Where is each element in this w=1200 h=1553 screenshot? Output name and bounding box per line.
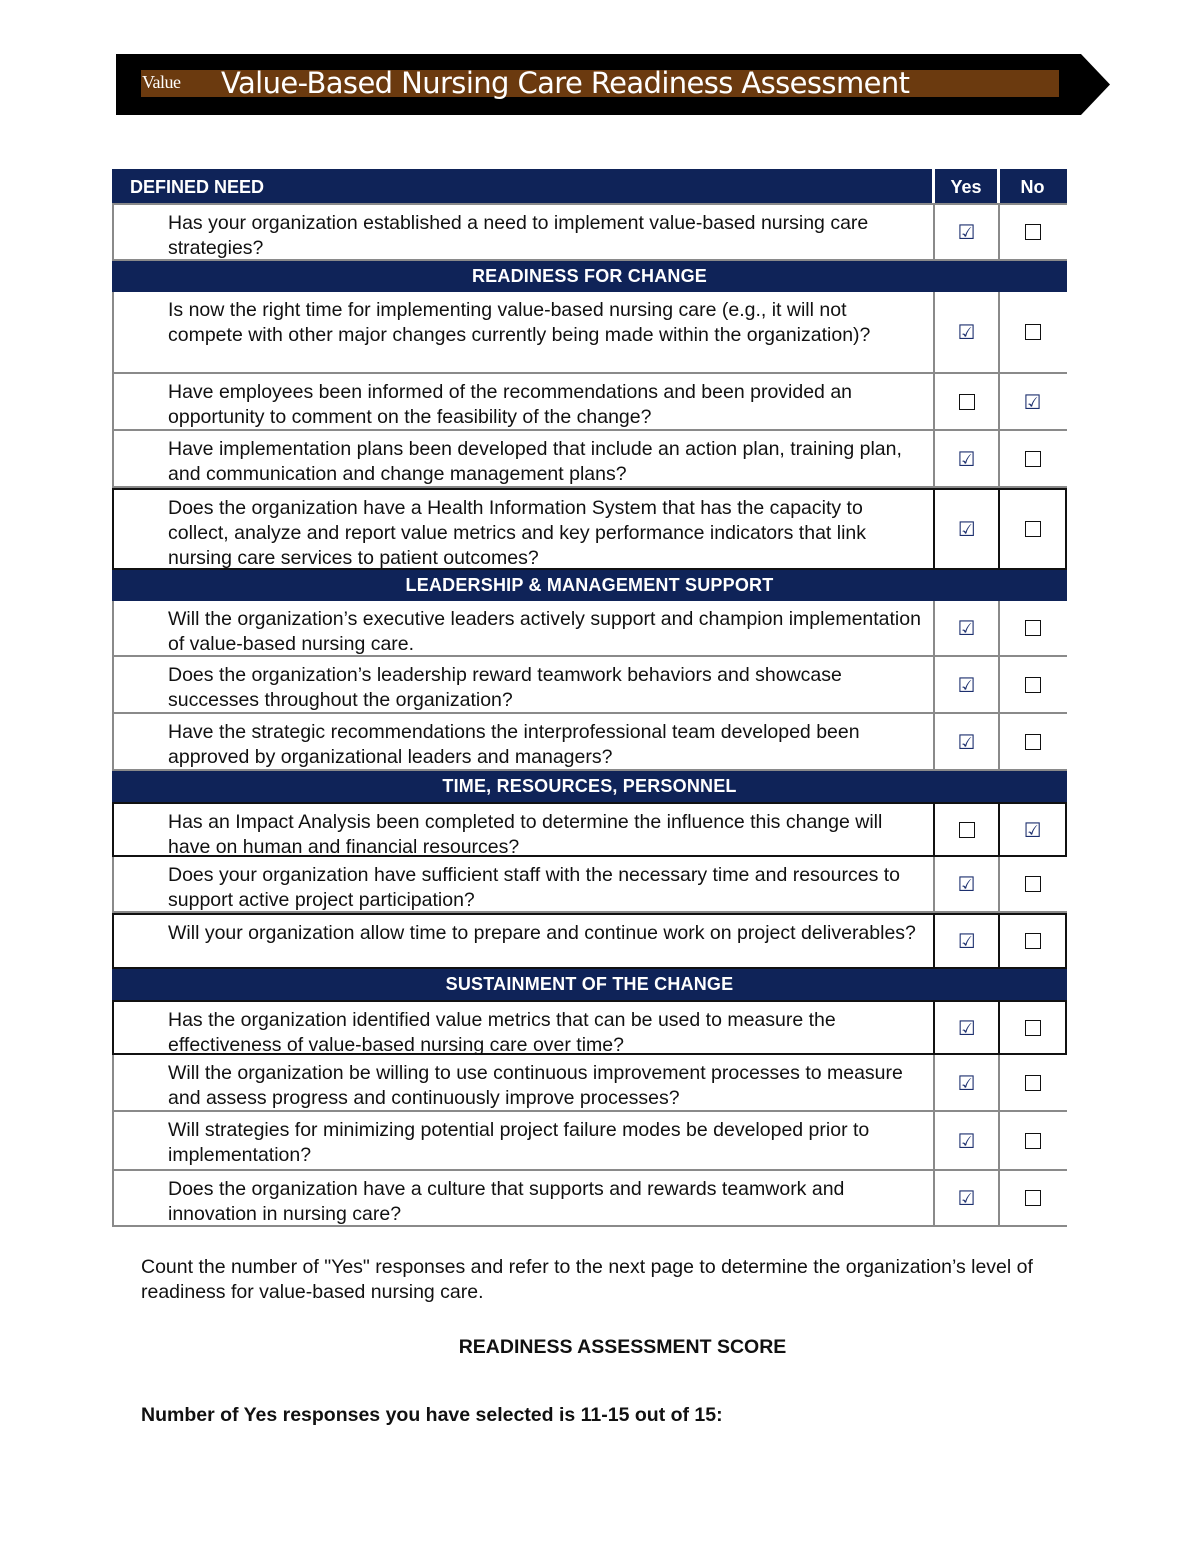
banner-small-text: Value <box>142 72 181 92</box>
yes-cell[interactable] <box>935 601 1000 655</box>
yes-cell[interactable] <box>935 1171 1000 1225</box>
no-cell[interactable] <box>1000 714 1065 769</box>
unchecked-box-icon[interactable] <box>1025 1020 1041 1036</box>
title-banner <box>116 54 1110 115</box>
checked-box-icon[interactable]: ☑ <box>957 1015 976 1040</box>
table-header <box>112 169 1067 205</box>
question-text: Will strategies for minimizing potential project failure modes be developed prior to implementation? <box>112 1112 935 1169</box>
yes-cell[interactable] <box>935 714 1000 769</box>
yes-cell[interactable] <box>935 205 1000 259</box>
score-line: Number of Yes responses you have selected is 11-15 out of 15: <box>141 1404 723 1426</box>
question-text: Does the organization’s leadership reward teamwork behaviors and showcase successes throughout the organization? <box>112 657 935 712</box>
unchecked-box-icon[interactable] <box>1025 1075 1041 1091</box>
header-defined-need: DEFINED NEED <box>112 169 935 203</box>
checked-box-icon[interactable]: ☑ <box>1023 389 1042 414</box>
yes-cell[interactable] <box>935 431 1000 486</box>
unchecked-box-icon[interactable] <box>1025 224 1041 240</box>
checked-box-icon[interactable]: ☑ <box>957 1070 976 1095</box>
question-row <box>112 913 1067 969</box>
page-title: Value-Based Nursing Care Readiness Assessment <box>221 66 910 100</box>
question-text: Have the strategic recommendations the interprofessional team developed been approved by organizational leaders and managers? <box>112 714 935 769</box>
checked-box-icon[interactable]: ☑ <box>957 1186 976 1210</box>
unchecked-box-icon[interactable] <box>1025 876 1041 892</box>
checked-box-icon[interactable]: ☑ <box>957 220 976 244</box>
question-row <box>112 714 1067 771</box>
question-row <box>112 1171 1067 1227</box>
checked-box-icon[interactable]: ☑ <box>957 616 976 640</box>
yes-cell[interactable] <box>935 292 1000 372</box>
score-title: READINESS ASSESSMENT SCORE <box>458 1336 787 1358</box>
checked-box-icon[interactable]: ☑ <box>957 517 976 541</box>
yes-cell[interactable] <box>935 490 1000 568</box>
question-text: Will the organization’s executive leaders actively support and champion implementation of value-based nursing care. <box>112 601 935 655</box>
question-row <box>112 657 1067 714</box>
yes-cell[interactable] <box>935 657 1000 712</box>
no-cell[interactable] <box>1000 804 1065 855</box>
checked-box-icon[interactable]: ☑ <box>957 929 976 953</box>
no-cell[interactable] <box>1000 1171 1065 1225</box>
checked-box-icon[interactable]: ☑ <box>957 872 976 896</box>
section-header: LEADERSHIP & MANAGEMENT SUPPORT <box>112 570 1067 601</box>
section-header: READINESS FOR CHANGE <box>112 261 1067 292</box>
unchecked-box-icon[interactable] <box>959 394 975 410</box>
unchecked-box-icon[interactable] <box>1025 734 1041 750</box>
unchecked-box-icon[interactable] <box>1025 1190 1041 1206</box>
question-row <box>112 802 1067 857</box>
unchecked-box-icon[interactable] <box>1025 521 1041 537</box>
question-text: Have implementation plans been developed that include an action plan, training plan, and communication and change management plans? <box>112 431 935 486</box>
checked-box-icon[interactable]: ☑ <box>957 1128 976 1153</box>
question-text: Have employees been informed of the recommendations and been provided an opportunity to comment on the feasibility of the change? <box>112 374 935 429</box>
no-cell[interactable] <box>1000 915 1065 967</box>
question-row <box>112 488 1067 570</box>
question-text: Will the organization be willing to use continuous improvement processes to measure and assess progress and continuously improve processes? <box>112 1055 935 1110</box>
question-row <box>112 374 1067 431</box>
question-text: Does your organization have sufficient staff with the necessary time and resources to support active project participation? <box>112 857 935 911</box>
unchecked-box-icon[interactable] <box>1025 324 1041 340</box>
checked-box-icon[interactable]: ☑ <box>957 672 976 697</box>
question-text: Has your organization established a need to implement value-based nursing care strategies? <box>112 205 935 259</box>
question-row <box>112 205 1067 261</box>
question-row <box>112 1000 1067 1055</box>
no-cell[interactable] <box>1000 490 1065 568</box>
unchecked-box-icon[interactable] <box>1025 1133 1041 1149</box>
no-cell[interactable] <box>1000 657 1065 712</box>
no-cell[interactable] <box>1000 1002 1065 1053</box>
checked-box-icon[interactable]: ☑ <box>1023 817 1042 842</box>
no-cell[interactable] <box>1000 601 1065 655</box>
question-row <box>112 1112 1067 1171</box>
header-yes: Yes <box>935 169 1000 203</box>
no-cell[interactable] <box>1000 1055 1065 1110</box>
yes-cell[interactable] <box>935 857 1000 911</box>
no-cell[interactable] <box>1000 431 1065 486</box>
yes-cell[interactable] <box>935 1112 1000 1169</box>
question-text: Has the organization identified value metrics that can be used to measure the effectiveness of value-based nursing care over time? <box>114 1002 935 1053</box>
header-no: No <box>1020 177 1045 197</box>
section-header: TIME, RESOURCES, PERSONNEL <box>112 771 1067 802</box>
checked-box-icon[interactable]: ☑ <box>957 729 976 754</box>
checked-box-icon[interactable]: ☑ <box>957 446 976 471</box>
checked-box-icon[interactable]: ☑ <box>957 320 976 344</box>
yes-cell[interactable] <box>935 915 1000 967</box>
yes-cell[interactable] <box>935 804 1000 855</box>
question-text: Is now the right time for implementing value-based nursing care (e.g., it will not compete with other major changes currently being made within the organization)? <box>112 292 935 372</box>
no-cell[interactable] <box>1000 292 1065 372</box>
question-row <box>112 601 1067 657</box>
question-text: Has an Impact Analysis been completed to determine the influence this change will have on human and financial resources? <box>114 804 935 855</box>
unchecked-box-icon[interactable] <box>1025 933 1041 949</box>
section-header: SUSTAINMENT OF THE CHANGE <box>112 969 1067 1000</box>
no-cell[interactable] <box>1000 857 1065 911</box>
yes-cell[interactable] <box>935 374 1000 429</box>
unchecked-box-icon[interactable] <box>1025 677 1041 693</box>
assessment-table <box>112 169 1067 1227</box>
question-row <box>112 431 1067 488</box>
instruction-note: Count the number of "Yes" responses and refer to the next page to determine the organization’s level of readiness for value-based nursing care. <box>141 1256 1033 1303</box>
question-row <box>112 292 1067 374</box>
question-row <box>112 857 1067 913</box>
no-cell[interactable] <box>1000 374 1065 429</box>
yes-cell[interactable] <box>935 1002 1000 1053</box>
question-text: Will your organization allow time to prepare and continue work on project deliverables? <box>114 915 935 967</box>
no-cell[interactable] <box>1000 1112 1065 1169</box>
question-text: Does the organization have a culture that supports and rewards teamwork and innovation in nursing care? <box>112 1171 935 1225</box>
question-row <box>112 1055 1067 1112</box>
unchecked-box-icon[interactable] <box>1025 451 1041 467</box>
no-cell[interactable] <box>1000 205 1065 259</box>
unchecked-box-icon[interactable] <box>1025 620 1041 636</box>
yes-cell[interactable] <box>935 1055 1000 1110</box>
question-text: Does the organization have a Health Information System that has the capacity to collect, analyze and report value metrics and key performance indicators that link nursing care services to patient outcomes? <box>114 490 935 568</box>
unchecked-box-icon[interactable] <box>959 822 975 838</box>
